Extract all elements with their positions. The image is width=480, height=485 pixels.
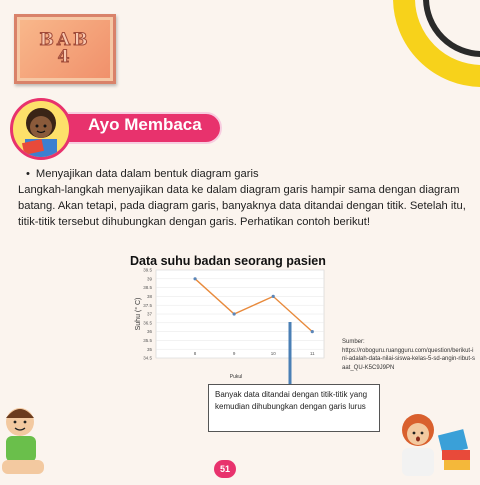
y-tick-label: 37 [146,311,152,317]
y-tick-label: 35 [146,346,152,352]
page-number: 51 [214,460,236,478]
y-tick-label: 34.5 [143,355,152,361]
y-tick-label: 39 [146,276,152,282]
y-tick-label: 36 [146,329,152,335]
x-tick-label: 11 [309,351,315,356]
data-point [311,330,314,333]
decorative-circles [370,0,480,110]
chapter-number: 4 [57,47,73,67]
section-banner [10,98,220,156]
source-note [342,338,476,372]
y-tick-label: 36.5 [143,320,152,326]
y-tick-label: 38 [146,294,152,299]
chapter-word: BAB [39,30,91,50]
y-tick-label: 39.5 [143,267,152,273]
line-chart [120,266,340,386]
chart-title: Data suhu badan seorang pasien [130,254,326,268]
x-tick-label: 10 [270,351,276,356]
section-title: Ayo Membaca [88,115,202,134]
data-point [193,277,196,280]
callout-pointer [284,320,296,390]
chapter-badge [14,14,116,84]
content-text [18,166,473,230]
paragraph: Langkah-langkah menyajikan data ke dalam diagram garis hampir sama dengan diagram batang. Akan tetapi, pada diagram garis, banyaknya data ditandai dengan titik. Setelah itu, titik-titik tersebut dihubungkan dengan garis. Perhatikan contoh berikut! [18,184,466,228]
x-tick-label: 9 [232,351,236,356]
kid-illustration-right [384,402,480,480]
source-url: https://roboguru.ruangguru.com/question/berikut-ini-adalah-data-nilai-siswa-kelas-5-sd-angin-ribut-saat_QU-K5C9J9PN [342,347,476,371]
kid-illustration-left [0,400,48,480]
y-tick-label: 37.5 [143,302,152,308]
bullet-item: • Menyajikan data dalam bentuk diagram garis [26,166,473,182]
y-axis-label: Suhu (° C) [135,297,142,331]
y-tick-label: 38.5 [143,285,152,291]
data-point [272,295,275,298]
y-tick-label: 35.5 [143,338,152,343]
callout-box: Banyak data ditandai dengan titik-titik yang kemudian dihubungkan dengan garis lurus [208,384,380,432]
source-label: Sumber: [342,339,365,345]
reading-child-avatar [10,98,72,160]
x-tick-label: 8 [193,351,197,356]
x-axis-label: Pukul [229,374,243,380]
data-point [233,312,236,315]
